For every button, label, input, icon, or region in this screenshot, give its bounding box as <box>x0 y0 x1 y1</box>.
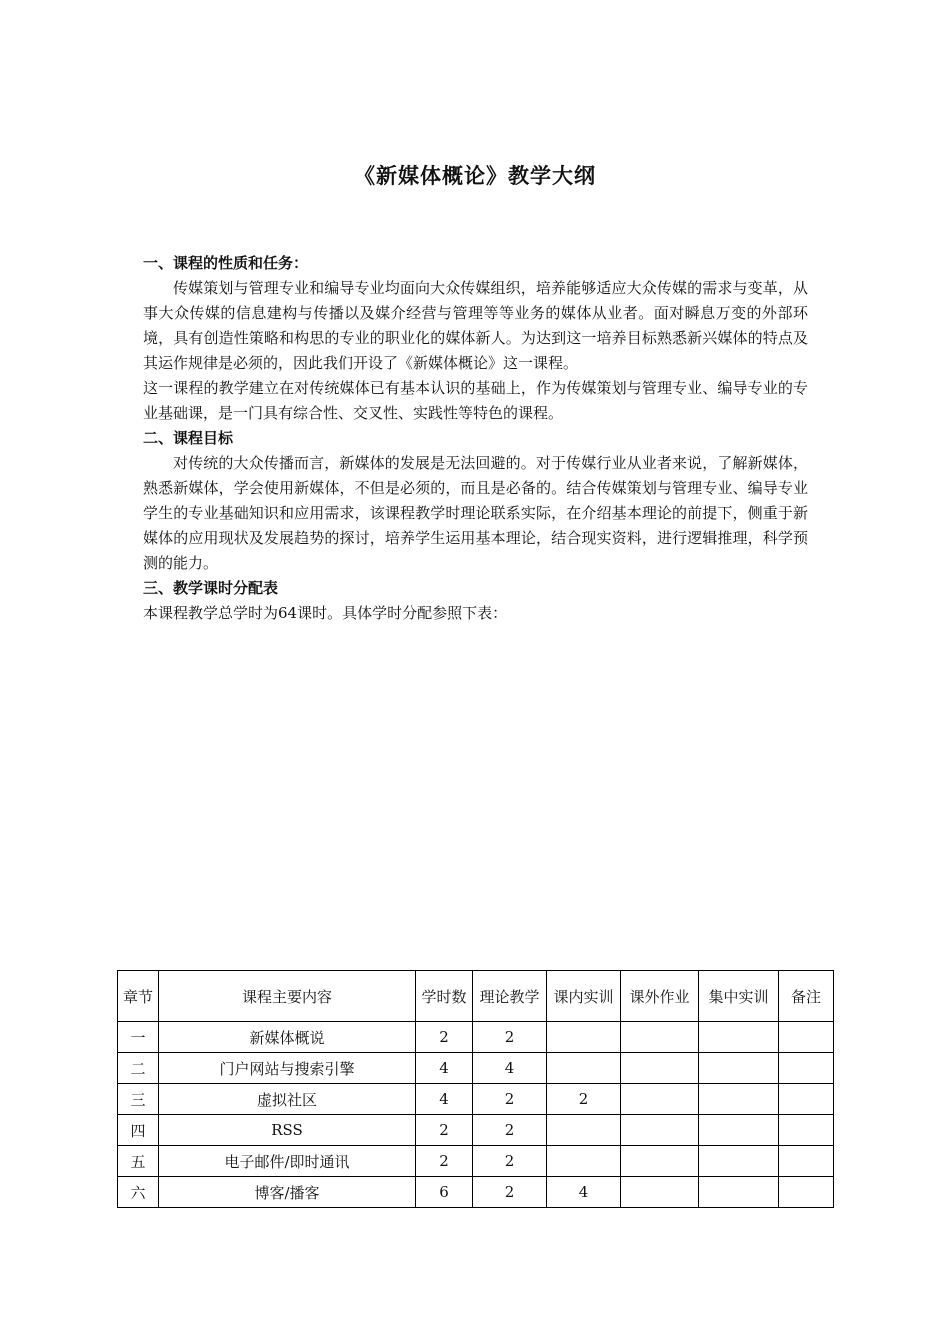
cell-intensive-practice <box>699 1146 779 1177</box>
section-3-heading: 三、教学课时分配表 <box>143 579 279 597</box>
cell-inclass-practice <box>547 1053 621 1084</box>
table-row <box>118 1146 834 1177</box>
cell-hours: 2 <box>416 1022 473 1053</box>
cell-homework <box>621 1146 699 1177</box>
cell-theory: 2 <box>473 1022 547 1053</box>
cell-content: 电子邮件/即时通讯 <box>159 1146 416 1177</box>
cell-homework <box>621 1177 699 1208</box>
cell-homework <box>621 1053 699 1084</box>
table-header-row <box>118 971 834 1022</box>
header-homework: 课外作业 <box>621 971 699 1022</box>
cell-hours: 2 <box>416 1115 473 1146</box>
table-row <box>118 1084 834 1115</box>
cell-homework <box>621 1084 699 1115</box>
cell-chapter: 四 <box>118 1115 159 1146</box>
cell-hours: 2 <box>416 1146 473 1177</box>
cell-notes <box>779 1084 834 1115</box>
cell-homework <box>621 1022 699 1053</box>
cell-theory: 2 <box>473 1146 547 1177</box>
cell-hours: 4 <box>416 1084 473 1115</box>
cell-homework <box>621 1115 699 1146</box>
cell-theory: 4 <box>473 1053 547 1084</box>
header-notes: 备注 <box>779 971 834 1022</box>
cell-content: 博客/播客 <box>159 1177 416 1208</box>
cell-theory: 2 <box>473 1084 547 1115</box>
cell-content: 虚拟社区 <box>159 1084 416 1115</box>
cell-notes <box>779 1177 834 1208</box>
cell-intensive-practice <box>699 1084 779 1115</box>
section-1-paragraph-1: 传媒策划与管理专业和编导专业均面向大众传媒组织，培养能够适应大众传媒的需求与变革，从事大众传媒的信息建构与传播以及媒介经营与管理等等业务的媒体从业者。面对瞬息万变的外部环境，具有创造性策略和构思的专业的职业化的媒体新人。为达到这一培养目标熟悉新兴媒体的特点及其运作规律是必须的，因此我们开设了《新媒体概论》这一课程。 <box>143 279 808 372</box>
cell-notes <box>779 1146 834 1177</box>
document-body <box>143 251 808 626</box>
header-hours: 学时数 <box>416 971 473 1022</box>
cell-content: 门户网站与搜索引擎 <box>159 1053 416 1084</box>
cell-content: RSS <box>159 1115 416 1146</box>
section-1-heading: 一、课程的性质和任务： <box>143 254 309 272</box>
cell-intensive-practice <box>699 1022 779 1053</box>
document-title: 《新媒体概论》教学大纲 <box>354 163 596 188</box>
header-inclass-practice: 课内实训 <box>547 971 621 1022</box>
section-1-paragraph-2: 这一课程的教学建立在对传统媒体已有基本认识的基础上，作为传媒策划与管理专业、编导专业的专业基础课，是一门具有综合性、交叉性、实践性等特色的课程。 <box>143 379 808 422</box>
cell-notes <box>779 1053 834 1084</box>
cell-intensive-practice <box>699 1177 779 1208</box>
section-3-paragraph-1: 本课程教学总学时为64课时。具体学时分配参照下表： <box>143 604 508 622</box>
table-row <box>118 1053 834 1084</box>
cell-chapter: 三 <box>118 1084 159 1115</box>
cell-chapter: 五 <box>118 1146 159 1177</box>
header-content: 课程主要内容 <box>159 971 416 1022</box>
section-2-paragraph-1: 对传统的大众传播而言，新媒体的发展是无法回避的。对于传媒行业从业者来说，了解新媒体，熟悉新媒体，学会使用新媒体，不但是必须的，而且是必备的。结合传媒策划与管理专业、编导专业学生的专业基础知识和应用需求，该课程教学时理论联系实际，在介绍基本理论的前提下，侧重于新媒体的应用现状及发展趋势的探讨，培养学生运用基本理论，结合现实资料，进行逻辑推理，科学预测的能力。 <box>143 454 808 572</box>
table-row <box>118 1115 834 1146</box>
cell-chapter: 二 <box>118 1053 159 1084</box>
header-intensive-practice: 集中实训 <box>699 971 779 1022</box>
cell-inclass-practice: 4 <box>547 1177 621 1208</box>
cell-inclass-practice <box>547 1115 621 1146</box>
cell-inclass-practice: 2 <box>547 1084 621 1115</box>
cell-content: 新媒体概说 <box>159 1022 416 1053</box>
cell-theory: 2 <box>473 1177 547 1208</box>
header-theory: 理论教学 <box>473 971 547 1022</box>
table-row <box>118 1022 834 1053</box>
cell-chapter: 一 <box>118 1022 159 1053</box>
cell-hours: 6 <box>416 1177 473 1208</box>
table-row <box>118 1177 834 1208</box>
cell-notes <box>779 1022 834 1053</box>
cell-inclass-practice <box>547 1146 621 1177</box>
cell-hours: 4 <box>416 1053 473 1084</box>
cell-intensive-practice <box>699 1115 779 1146</box>
header-chapter: 章节 <box>118 971 159 1022</box>
cell-intensive-practice <box>699 1053 779 1084</box>
cell-notes <box>779 1115 834 1146</box>
cell-theory: 2 <box>473 1115 547 1146</box>
cell-chapter: 六 <box>118 1177 159 1208</box>
section-2-heading: 二、课程目标 <box>143 429 234 447</box>
cell-inclass-practice <box>547 1022 621 1053</box>
hours-allocation-table <box>117 970 834 1208</box>
